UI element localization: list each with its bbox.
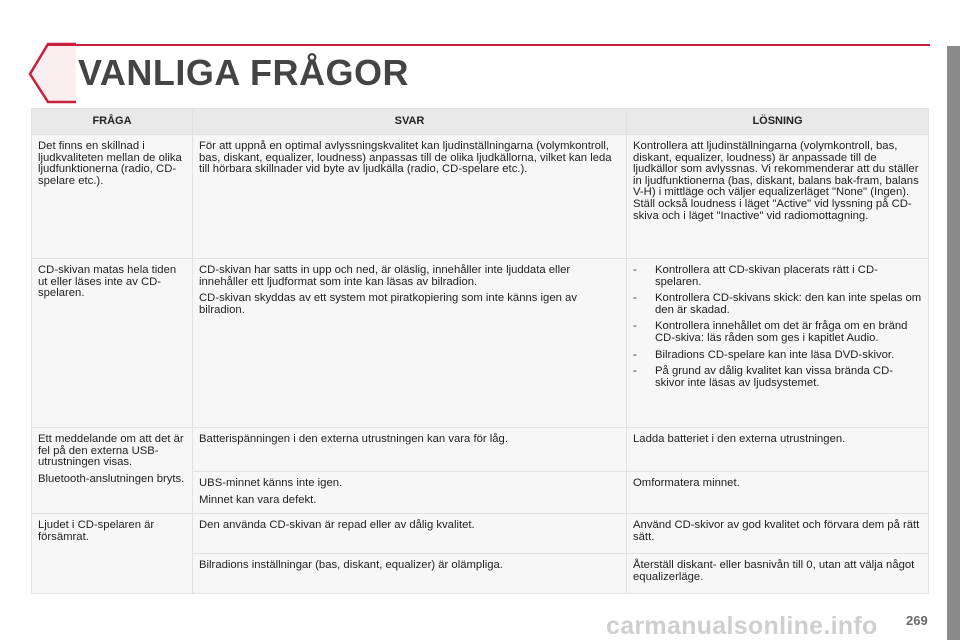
- table-row: [32, 514, 929, 554]
- solution-text: Omformatera minnet.: [633, 477, 740, 489]
- question-cell: [32, 135, 193, 259]
- question-cell: [32, 428, 193, 514]
- answer-text: CD-skivan har satts in upp och ned, är oläslig, innehåller inte ljuddata eller innehåller ett ljudformat som inte kan läsas av bilradion.: [199, 264, 571, 288]
- table-row: [32, 259, 929, 428]
- question-text: Ett meddelande om att det är fel på den externa USB-utrustningen visas.: [38, 433, 184, 469]
- title-tab-shape: [8, 6, 78, 106]
- list-item-text: Kontrollera CD-skivans skick: den kan inte spelas om den är skadad.: [655, 292, 922, 316]
- answer-cell: [193, 554, 627, 594]
- solution-text: Ladda batteriet i den externa utrustningen.: [633, 433, 846, 445]
- answer-cell: [193, 514, 627, 554]
- solution-cell: [627, 554, 929, 594]
- dash-bullet: -: [633, 264, 637, 276]
- answer-cell: [193, 428, 627, 472]
- answer-text: Bilradions inställningar (bas, diskant, equalizer) är olämpliga.: [199, 559, 503, 571]
- table-header-row: [32, 109, 929, 135]
- title-rule: [48, 44, 930, 46]
- question-text: CD-skivan matas hela tiden ut eller läses inte av CD-spelaren.: [38, 264, 177, 300]
- side-tab-bar: [947, 46, 960, 640]
- answer-text: Minnet kan vara defekt.: [199, 493, 317, 506]
- table-row: [32, 428, 929, 472]
- answer-text: Batterispänningen i den externa utrustningen kan vara för låg.: [199, 433, 508, 445]
- solution-list: [633, 265, 922, 389]
- dash-bullet: -: [633, 365, 637, 378]
- solution-cell: [627, 472, 929, 514]
- question-text: Bluetooth-anslutningen bryts.: [38, 472, 185, 485]
- page-header: [0, 0, 930, 108]
- list-item-text: Kontrollera innehållet om det är fråga om en bränd CD-skiva: läs råden som ges i kapitlet Audio.: [655, 320, 908, 344]
- answer-text: CD-skivan skyddas av ett system mot piratkopiering som inte känns igen av bilradion.: [199, 292, 577, 316]
- answer-cell: [193, 259, 627, 428]
- column-header-question: FRÅGA: [32, 109, 193, 135]
- column-header-solution: LÖSNING: [627, 109, 929, 135]
- solution-text: Använd CD-skivor av god kvalitet och förvara dem på rätt sätt.: [633, 519, 920, 543]
- faq-table: [31, 108, 929, 594]
- solution-cell: [627, 514, 929, 554]
- column-header-answer: SVAR: [193, 109, 627, 135]
- answer-text: För att uppnå en optimal avlyssningskvalitet kan ljudinställningarna (volymkontroll, bas, diskant, equalizer, loudness) anpassas till de olika ljudkällorna, vilket kan leda till hörbara skillnader vid byte av ljudkälla (radio, CD-spelare etc.).: [199, 140, 612, 176]
- list-item-text: Kontrollera att CD-skivan placerats rätt i CD-spelaren.: [655, 264, 878, 288]
- answer-text: UBS-minnet känns inte igen.: [199, 477, 343, 489]
- list-item: [633, 321, 922, 344]
- watermark-text: carmanualsonline.info: [606, 612, 878, 640]
- solution-cell: [627, 259, 929, 428]
- solution-text: Återställ diskant- eller basnivån till 0, utan att välja något equalizerläge.: [633, 559, 915, 583]
- dash-bullet: -: [633, 348, 637, 361]
- solution-text: Kontrollera att ljudinställningarna (volymkontroll, bas, diskant, equalizer, loudness) är anpassade till de ljudkällor som avlyssnas. Vi rekommenderar att du ställer in ljudfunktionerna (bas, diskant, balans bak-fram, balans V-H) i mittläge och väljer equalizerläget "None" (Ingen). Ställ också loudness i läget "Active" vid lyssning på CD-skiva och i läget "Inactive" vid radiomottagning.: [633, 140, 919, 222]
- question-cell: [32, 259, 193, 428]
- question-cell: [32, 514, 193, 594]
- page-number: 269: [906, 613, 928, 628]
- dash-bullet: -: [633, 292, 637, 305]
- answer-text: Den använda CD-skivan är repad eller av dålig kvalitet.: [199, 519, 475, 531]
- page-title: VANLIGA FRÅGOR: [78, 52, 409, 93]
- solution-cell: [627, 135, 929, 259]
- question-text: Ljudet i CD-spelaren är försämrat.: [38, 519, 155, 543]
- list-item: [633, 293, 922, 316]
- answer-cell: [193, 472, 627, 514]
- solution-cell: [627, 428, 929, 472]
- dash-bullet: -: [633, 320, 637, 333]
- list-item-text: På grund av dålig kvalitet kan vissa brända CD-skivor inte läsas av ljudsystemet.: [655, 365, 893, 389]
- table-row: [32, 135, 929, 259]
- list-item: [633, 265, 922, 288]
- question-text: Det finns en skillnad i ljudkvaliteten mellan de olika ljudfunktionerna (radio, CD-spelare etc.).: [38, 140, 182, 187]
- answer-cell: [193, 135, 627, 259]
- list-item: [633, 366, 922, 389]
- list-item: [633, 350, 922, 362]
- list-item-text: Bilradions CD-spelare kan inte läsa DVD-skivor.: [655, 348, 895, 361]
